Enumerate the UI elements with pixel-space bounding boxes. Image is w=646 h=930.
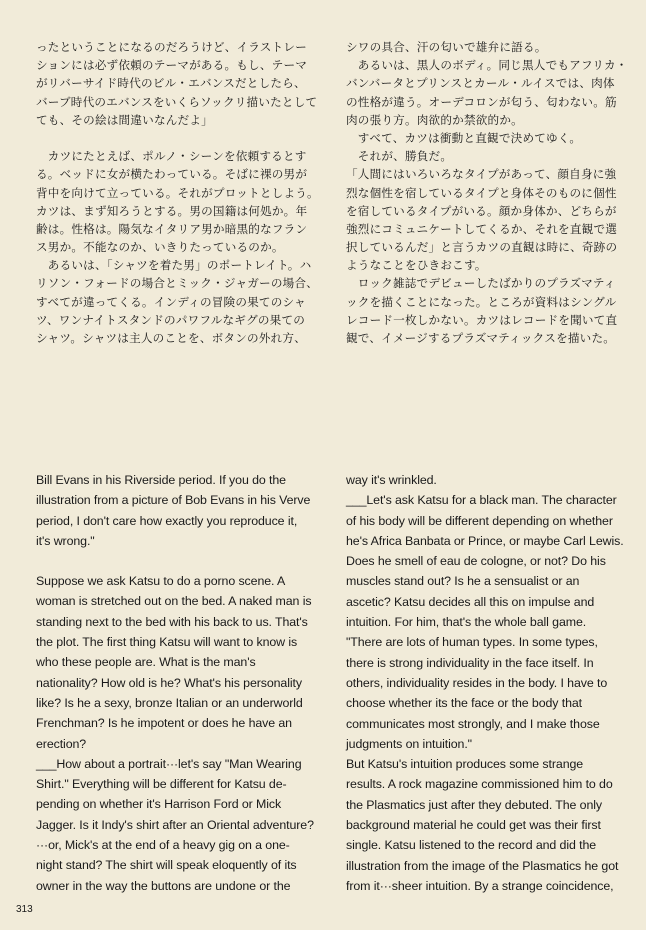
text-line: すべて、カツは衝動と直観で決めてゆく。 [346,130,582,145]
text-line: intuition. For him, that's the whole ball game. [346,615,587,630]
text-line: ···or, Mick's at the end of a heavy gig on a one- [36,838,290,853]
text-line: nationality? How old is he? What's his personality [36,675,302,690]
text-line: communicates most strongly, and I make those [346,716,600,731]
japanese-column-right [346,38,628,347]
text-line: Frenchman? Is he impotent or does he have an [36,716,292,731]
text-line: it's wrong." [36,533,95,548]
text-line: ascetic? Katsu decides all this on impulse and [346,594,595,609]
text-line: カツは、まず知ろうとする。男の国籍は何処か。年 [36,203,308,218]
text-line: from it···sheer intuition. By a strange coincidence, [346,878,614,893]
text-line: single. Katsu listened to the record and did the [346,838,597,853]
text-line: あるいは、黒人のボディ。同じ黒人でもアフリカ・ [346,58,628,73]
text-line: the Plasmatics just after they debuted. The only [346,797,603,812]
text-line: 齢は。性格は。陽気なイタリア男か暗黒的なフラン [36,221,308,236]
page-number: 313 [16,904,33,915]
text-line: Shirt." Everything will be different for Katsu de- [36,777,287,792]
text-line: ったということになるのだろうけど、イラストレー [36,40,307,54]
text-line: カツにたとえば、ポルノ・シーンを依頼するとす [36,149,307,164]
text-line: background material he could get was their first [346,818,601,833]
text-line: を宿しているタイプがいる。顔か身体か、どちらが [346,203,617,218]
english-column-right [346,470,624,896]
text-line: リソン・フォードの場合とミック・ジャガーの場合、 [36,276,319,291]
text-line: Bill Evans in his Riverside period. If you do the [36,473,286,487]
text-line: あるいは、「シャツを着た男」のポートレイト。ハ [36,258,312,273]
text-line: の性格が違う。オーデコロンが匂う、匂わない。筋 [346,94,617,109]
text-line: ションには必ず依頼のテーマがある。もし、テーマ [36,58,308,73]
text-line: he's Africa Banbata or Prince, or maybe Carl Lewis. [346,533,624,548]
text-line: erection? [36,736,87,751]
text-line: ようなことをひきおこす。 [346,258,487,273]
text-line: Does he smell of eau de cologne, or not? Do his [346,554,606,569]
text-line: ロック雑誌でデビューしたばかりのプラズマティ [346,276,616,291]
text-line: owner in the way the buttons are undone or the [36,878,291,893]
text-line: 「人間にはいろいろなタイプがあって、顔自身に強 [346,167,617,182]
text-line: Jagger. Is it Indy's shirt after an Oriental adventure? [36,817,314,832]
english-column-left [36,470,314,896]
text-line: of his body will be different depending on whether [346,513,613,528]
text-line: バーブ時代のエバンスをいくらソックリ描いたとして [36,94,318,109]
text-line: pending on whether it's Harrison Ford or Mick [36,797,282,812]
text-line: choose whether its the face or the body that [346,696,582,711]
text-line: there is strong individuality in the face itself. In [346,655,594,670]
japanese-column-left [36,38,319,347]
text-line: ツ、ワンナイトスタンドのパワフルなギグの果ての [36,312,306,327]
text-line: But Katsu's intuition produces some strange [346,757,584,772]
text-line: the plot. The first thing Katsu will want to know is [36,635,298,650]
text-line: woman is stretched out on the bed. A naked man is [36,594,312,609]
text-line: レコード一枚しかない。カツはレコードを聞いて直 [346,312,618,327]
text-line: ス男か。不能なのか、いきりたっているのか。 [36,240,284,255]
text-line: "There are lots of human types. In some types, [346,635,598,650]
paragraph-break [36,129,308,147]
text-line: バンバータとプリンスとカール・ルイスでは、肉体 [346,76,615,91]
text-line: 肉の張り方。肉欲的か禁欲的か。 [346,112,523,127]
text-line: がリバーサイド時代のビル・エバンスだとしたら、 [36,76,306,91]
text-line: illustration from a picture of Bob Evans in his Verve [36,493,311,508]
text-line: illustration from the image of the Plasmatics he got [346,858,619,873]
text-line: period, I don't care how exactly you reproduce it, [36,513,298,528]
text-line: シワの具合、汗の匂いで雄弁に語る。 [346,40,547,54]
text-line: ックを描くことになった。ところが資料はシングル [346,294,617,309]
text-line: る。ベッドに女が横たわっている。そばに裸の男が [36,167,308,182]
text-line: judgments on intuition." [346,736,472,751]
text-line: すべてが違ってくる。インディの冒険の果てのシャ [36,294,306,309]
text-line: who these people are. What is the man's [36,655,256,670]
text-line: muscles stand out? Is he a sensualist or an [346,574,580,589]
text-line: like? Is he a sexy, bronze Italian or an underworld [36,695,303,710]
text-line: 強烈にコミュニケートしてくるか、それを直観で選 [346,221,618,236]
text-line: それが、勝負だ。 [346,149,453,164]
text-line: ても、その絵は間違いなんだよ」 [36,112,213,127]
text-line: 択しているんだ」と言うカツの直観は時に、奇跡の [346,240,618,255]
text-line: 観で、イメージするプラズマティックスを描いた。 [346,331,616,345]
text-line: ___How about a portrait···let's say "Man Wearing [36,756,302,771]
text-line: night stand? The shirt will speak eloquently of its [36,858,297,873]
text-line: standing next to the bed with his back to us. That's [36,614,308,629]
paragraph-break [36,551,300,571]
text-line: Suppose we ask Katsu to do a porno scene. A [36,574,286,589]
text-line: 背中を向けて立っている。それがプロットとしよう。 [36,185,319,200]
text-line: others, individuality resides in the body. I have to [346,675,608,690]
text-line: results. A rock magazine commissioned him to do [346,777,613,792]
text-line: 烈な個性を宿しているタイプと身体そのものに個性 [346,185,617,200]
text-line: ___Let's ask Katsu for a black man. The character [346,493,617,508]
text-line: way it's wrinkled. [346,473,437,487]
text-line: シャツ。シャツは主人のことを、ボタンの外れ方、 [36,331,306,345]
